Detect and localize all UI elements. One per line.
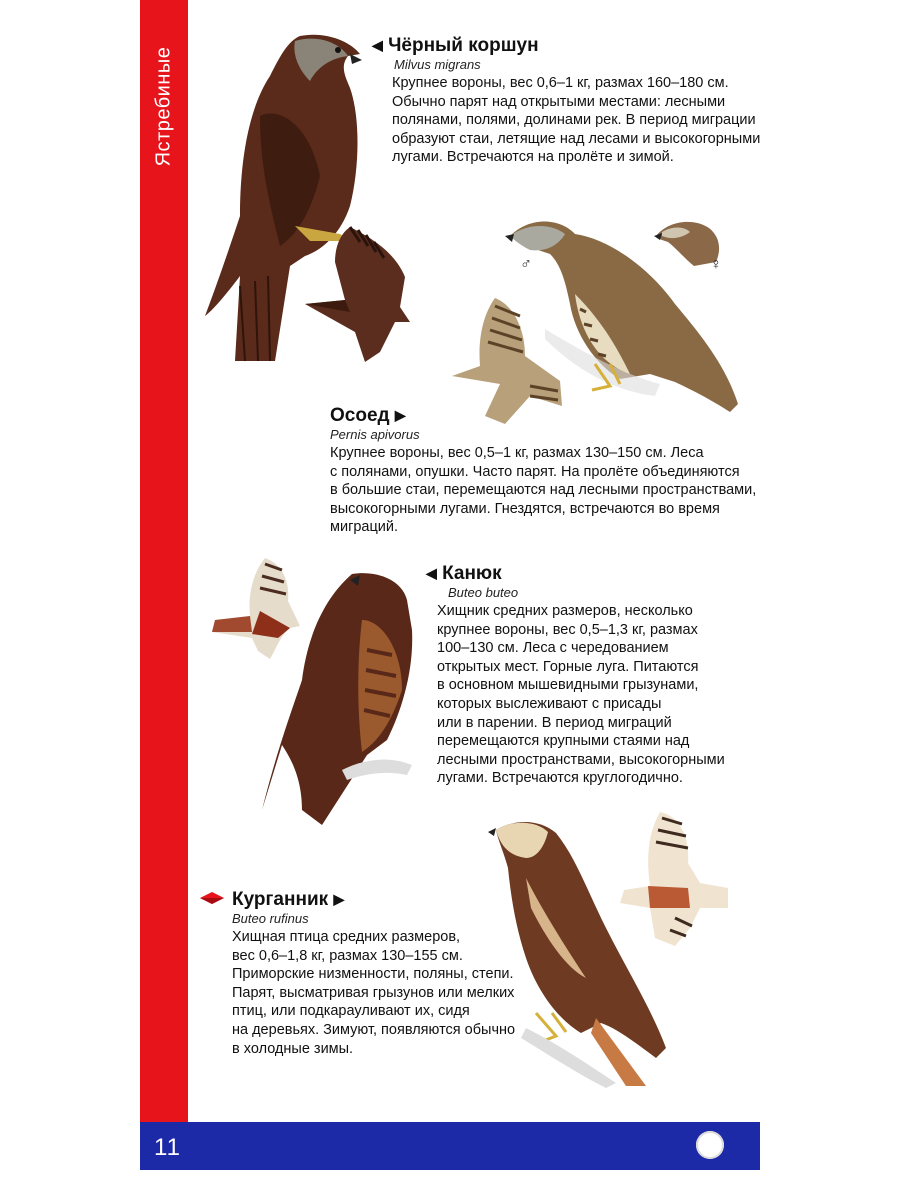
species-entry-black-kite: [372, 34, 760, 167]
species-entry-common-buzzard: [426, 562, 725, 788]
page-number: 11: [154, 1134, 181, 1161]
species-title: Осоед ▶: [330, 405, 406, 426]
species-title: ◀ Канюк: [426, 563, 502, 584]
species-latin-name: Buteo buteo: [448, 585, 519, 600]
left-arrow-icon: ◀: [372, 37, 383, 53]
species-latin-name: Milvus migrans: [394, 57, 481, 72]
species-title: ◀ Чёрный коршун: [372, 35, 539, 56]
right-arrow-icon: ▶: [394, 407, 406, 423]
species-title: Курганник ▶: [232, 889, 345, 910]
long-legged-buzzard-flying-illustration: [620, 808, 730, 948]
species-description: Хищная птица средних размеров, вес 0,6–1,8 кг, размах 130–155 см. Приморские низменности, поляны, степи. Парят, высматривая грызунов или мелких птиц, или подкарауливают их, сидя на деревьях. Зимуют, появляются обычно в холодные зимы.: [232, 929, 516, 1057]
species-latin-name: Buteo rufinus: [232, 911, 309, 926]
species-description: Хищник средних размеров, несколько крупнее вороны, вес 0,5–1,3 кг, размах 100–130 см. Леса с чередованием открытых мест. Горные луга. Питаются в основном мышевидными грызунами, которых выслеживают с присады или в парении. В период миграций перемещаются крупными стаями над лесными пространствами, высокогорными лугами. Встречаются круглогодично.: [437, 603, 725, 787]
red-diamond-icon: [199, 891, 225, 905]
male-symbol: ♂: [520, 256, 532, 273]
right-arrow-icon: ▶: [333, 891, 345, 907]
common-buzzard-perched-illustration: [262, 570, 422, 830]
black-kite-flying-illustration: [300, 222, 415, 362]
species-entry-long-legged-buzzard: [232, 888, 515, 1058]
left-arrow-icon: ◀: [426, 565, 437, 581]
species-latin-name: Pernis apivorus: [330, 427, 420, 442]
species-description: Крупнее вороны, вес 0,5–1 кг, размах 130–150 см. Леса с полянами, опушки. Часто парят. На пролёте объединяются в большие стаи, перемещаются над лесными пространствами, высокогорными лугами. Гнездятся, встречаются во время миграций.: [330, 445, 757, 536]
section-label: Ястребиные: [152, 46, 175, 166]
footer-band: [140, 1122, 760, 1170]
species-description: Крупнее вороны, вес 0,6–1 кг, размах 160–180 см. Обычно парят над открытыми местами: лесными полянами, полями, долинами рек. В период миграции образуют стаи, летящие над лесами и высокогорными лугами. Встречаются на пролёте и зимой.: [392, 75, 761, 166]
female-symbol: ♀: [710, 256, 722, 273]
species-entry-honey-buzzard: [330, 404, 756, 537]
binding-hole: [696, 1131, 724, 1159]
